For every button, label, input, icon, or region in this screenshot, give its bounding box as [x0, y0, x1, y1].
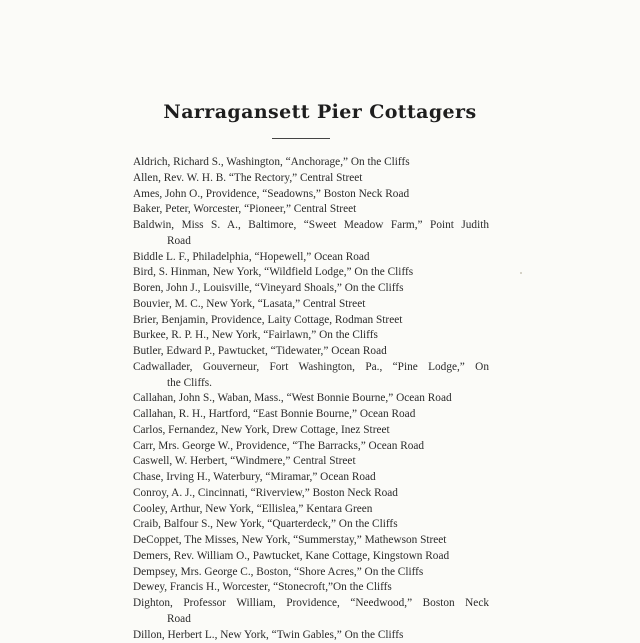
list-item — [133, 297, 489, 313]
list-item — [133, 328, 489, 344]
list-item — [133, 549, 489, 565]
list-item — [133, 171, 489, 187]
list-item — [133, 281, 489, 297]
entry-text: Butler, Edward P., Pawtucket, “Tidewater,” Ocean Road — [133, 345, 387, 357]
paper-speck — [520, 272, 522, 274]
entry-text: Bouvier, M. C., New York, “Lasata,” Central Street — [133, 298, 365, 310]
list-item — [133, 580, 489, 596]
entry-text: Burkee, R. P. H., New York, “Fairlawn,” On the Cliffs — [133, 329, 378, 341]
cottager-list — [133, 155, 489, 643]
list-item — [133, 517, 489, 533]
entry-text: Boren, John J., Louisville, “Vineyard Shoals,” On the Cliffs — [133, 282, 404, 294]
entry-text: Callahan, R. H., Hartford, “East Bonnie Bourne,” Ocean Road — [133, 408, 415, 420]
entry-text: Aldrich, Richard S., Washington, “Anchorage,” On the Cliffs — [133, 156, 410, 168]
entry-text: Brier, Benjamin, Providence, Laity Cottage, Rodman Street — [133, 314, 402, 326]
list-item — [133, 486, 489, 502]
entry-continuation: the Cliffs. — [133, 376, 489, 392]
entry-text: Biddle L. F., Philadelphia, “Hopewell,” Ocean Road — [133, 251, 370, 263]
list-item — [133, 533, 489, 549]
entry-text: Cadwallader, Gouverneur, Fort Washington, Pa., “Pine Lodge,” On — [133, 360, 489, 376]
entry-text: Callahan, John S., Waban, Mass., “West Bonnie Bourne,” Ocean Road — [133, 392, 452, 404]
page-title: Narragansett Pier Cottagers — [0, 101, 640, 123]
entry-text: Craib, Balfour S., New York, “Quarterdeck,” On the Cliffs — [133, 518, 398, 530]
entry-text: Demers, Rev. William O., Pawtucket, Kane Cottage, Kingstown Road — [133, 550, 449, 562]
list-item — [133, 565, 489, 581]
entry-text: Baker, Peter, Worcester, “Pioneer,” Central Street — [133, 203, 356, 215]
list-item — [133, 344, 489, 360]
list-item — [133, 470, 489, 486]
list-item — [133, 155, 489, 171]
list-item — [133, 454, 489, 470]
list-item — [133, 596, 489, 628]
list-item — [133, 250, 489, 266]
list-item — [133, 423, 489, 439]
list-item — [133, 628, 489, 643]
entry-text: Cooley, Arthur, New York, “Ellislea,” Kentara Green — [133, 503, 372, 515]
entry-text: Caswell, W. Herbert, “Windmere,” Central Street — [133, 455, 356, 467]
entry-text: Bird, S. Hinman, New York, “Wildfield Lodge,” On the Cliffs — [133, 266, 413, 278]
entry-text: Allen, Rev. W. H. B. “The Rectory,” Central Street — [133, 172, 362, 184]
list-item — [133, 202, 489, 218]
entry-continuation: Road — [133, 612, 489, 628]
list-item — [133, 407, 489, 423]
title-divider — [272, 138, 330, 139]
entry-text: Chase, Irving H., Waterbury, “Miramar,” Ocean Road — [133, 471, 376, 483]
entry-text: Conroy, A. J., Cincinnati, “Riverview,” Boston Neck Road — [133, 487, 398, 499]
list-item — [133, 313, 489, 329]
entry-text: Ames, John O., Providence, “Seadowns,” Boston Neck Road — [133, 188, 409, 200]
list-item — [133, 391, 489, 407]
entry-text: Carr, Mrs. George W., Providence, “The Barracks,” Ocean Road — [133, 440, 424, 452]
list-item — [133, 187, 489, 203]
entry-text: Carlos, Fernandez, New York, Drew Cottage, Inez Street — [133, 424, 390, 436]
entry-text: Dillon, Herbert L., New York, “Twin Gables,” On the Cliffs — [133, 629, 403, 641]
entry-text: Dighton, Professor William, Providence, “Needwood,” Boston Neck — [133, 596, 489, 612]
entry-continuation: Road — [133, 234, 489, 250]
list-item — [133, 360, 489, 392]
entry-text: Dewey, Francis H., Worcester, “Stonecroft,”On the Cliffs — [133, 581, 392, 593]
entry-text: Baldwin, Miss S. A., Baltimore, “Sweet Meadow Farm,” Point Judith — [133, 218, 489, 234]
list-item — [133, 439, 489, 455]
list-item — [133, 218, 489, 250]
entry-text: Dempsey, Mrs. George C., Boston, “Shore Acres,” On the Cliffs — [133, 566, 423, 578]
entry-text: DeCoppet, The Misses, New York, “Summerstay,” Mathewson Street — [133, 534, 446, 546]
list-item — [133, 502, 489, 518]
list-item — [133, 265, 489, 281]
